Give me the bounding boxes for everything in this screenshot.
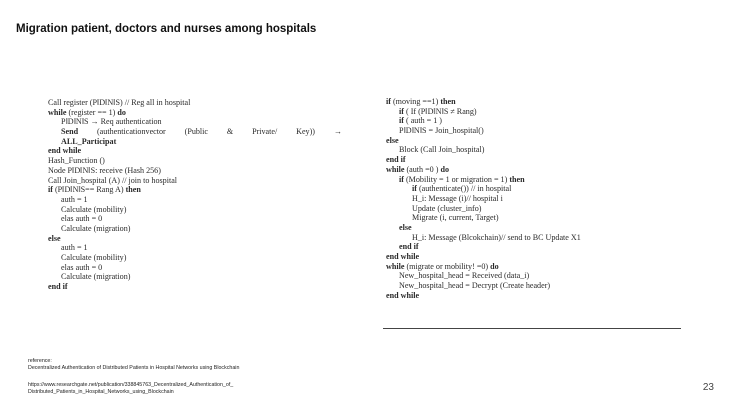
reference-label: reference: (28, 358, 52, 364)
algorithm-line: else (386, 135, 399, 145)
algorithm-line: if (authenticate()) // in hospital (412, 184, 512, 194)
algorithm-line: while (migrate or mobility! =0) do (386, 261, 499, 271)
page-number: 23 (702, 382, 714, 393)
algorithm-line (48, 127, 348, 137)
algorithm-line: elas auth = 0 (61, 262, 103, 272)
algorithm-line: if (moving ==1) then (386, 97, 456, 106)
slide-title: Migration patient, doctors and nurses among hospitals (16, 23, 317, 35)
algorithm-line: Calculate (mobility) (61, 204, 127, 214)
algorithm-line: Call Join_hospital (A) // join to hospital (48, 175, 178, 185)
send-token: (authenticationvector (96, 127, 166, 137)
algorithm-line: end while (386, 290, 420, 300)
algorithm-line: New_hospital_head = Received (data_i) (399, 271, 530, 281)
send-token: Send (61, 127, 79, 137)
algorithm-line: P‖D‖N‖S → Req authentication (61, 117, 162, 127)
algorithm-right-column (386, 97, 682, 300)
send-token: Key)) (296, 127, 315, 137)
send-token: Private/ (252, 127, 278, 137)
algorithm-line: end if (386, 155, 406, 165)
algorithm-line: else (399, 222, 412, 232)
algorithm-line: Update (cluster_info) (412, 203, 482, 213)
algorithm-line: while (register == 1) do (48, 107, 126, 117)
algorithm-line: if ( auth = 1 ) (399, 116, 443, 126)
reference-block (28, 358, 239, 371)
reference-url[interactable] (28, 382, 233, 395)
algorithm-line: Calculate (migration) (61, 223, 131, 233)
algorithm-line: if ( If (P‖D‖N‖S ≠ Rang) (399, 106, 477, 116)
send-token: & (226, 127, 234, 137)
reference-url-line2[interactable]: Distributed_Patients_in_Hospital_Networks_using_Blockchain (28, 388, 174, 395)
algorithm-bottom-rule (383, 328, 681, 329)
algorithm-line: Calculate (migration) (61, 272, 131, 282)
algorithm-line: ALL_Participat (61, 136, 117, 146)
reference-title: Decentralized Authentication of Distributed Patients in Hospital Networks using Blockchain (28, 364, 240, 371)
algorithm-line: end while (386, 252, 420, 261)
algorithm-left-column (48, 98, 348, 292)
algorithm-line: while (auth =0 ) do (386, 164, 450, 174)
algorithm-line: if (P‖D‖N‖S== Rang A) then (48, 185, 141, 195)
send-token: → (333, 127, 342, 137)
reference-url-line1[interactable]: https://www.researchgate.net/publication/338845763_Decentralized_Authentication_of_ (28, 382, 234, 388)
algorithm-line: Node P‖D‖N‖S: receive (Hash 256) (48, 165, 161, 175)
algorithm-line: New_hospital_head = Decrypt (Create header) (399, 281, 551, 291)
algorithm-line: end if (399, 242, 419, 252)
algorithm-line: auth = 1 (61, 194, 88, 204)
algorithm-line: Call register (P‖D‖N‖S) // Reg all in hospital (48, 98, 191, 107)
algorithm-line: Calculate (mobility) (61, 253, 127, 262)
algorithm-line: H_i: Message (i)// hospital i (412, 193, 503, 203)
algorithm-line: elas auth = 0 (61, 214, 103, 224)
algorithm-line: auth = 1 (61, 243, 88, 253)
send-token: (Public (184, 127, 209, 137)
algorithm-line: else (48, 233, 61, 243)
algorithm-line: P‖D‖N‖S = Join_hospital() (399, 126, 484, 136)
algorithm-line: end while (48, 146, 82, 156)
algorithm-line: if (Mobility = 1 or migration = 1) then (399, 174, 525, 184)
algorithm-line: Hash_Function () (48, 156, 105, 166)
algorithm-line: end if (48, 282, 68, 292)
algorithm-line: H_i: Message (Blcokchain)// send to BC Update X1 (412, 232, 581, 242)
algorithm-line: Block (Call Join_hospital) (399, 145, 485, 155)
algorithm-line: Migrate (i, current, Target) (412, 213, 499, 223)
